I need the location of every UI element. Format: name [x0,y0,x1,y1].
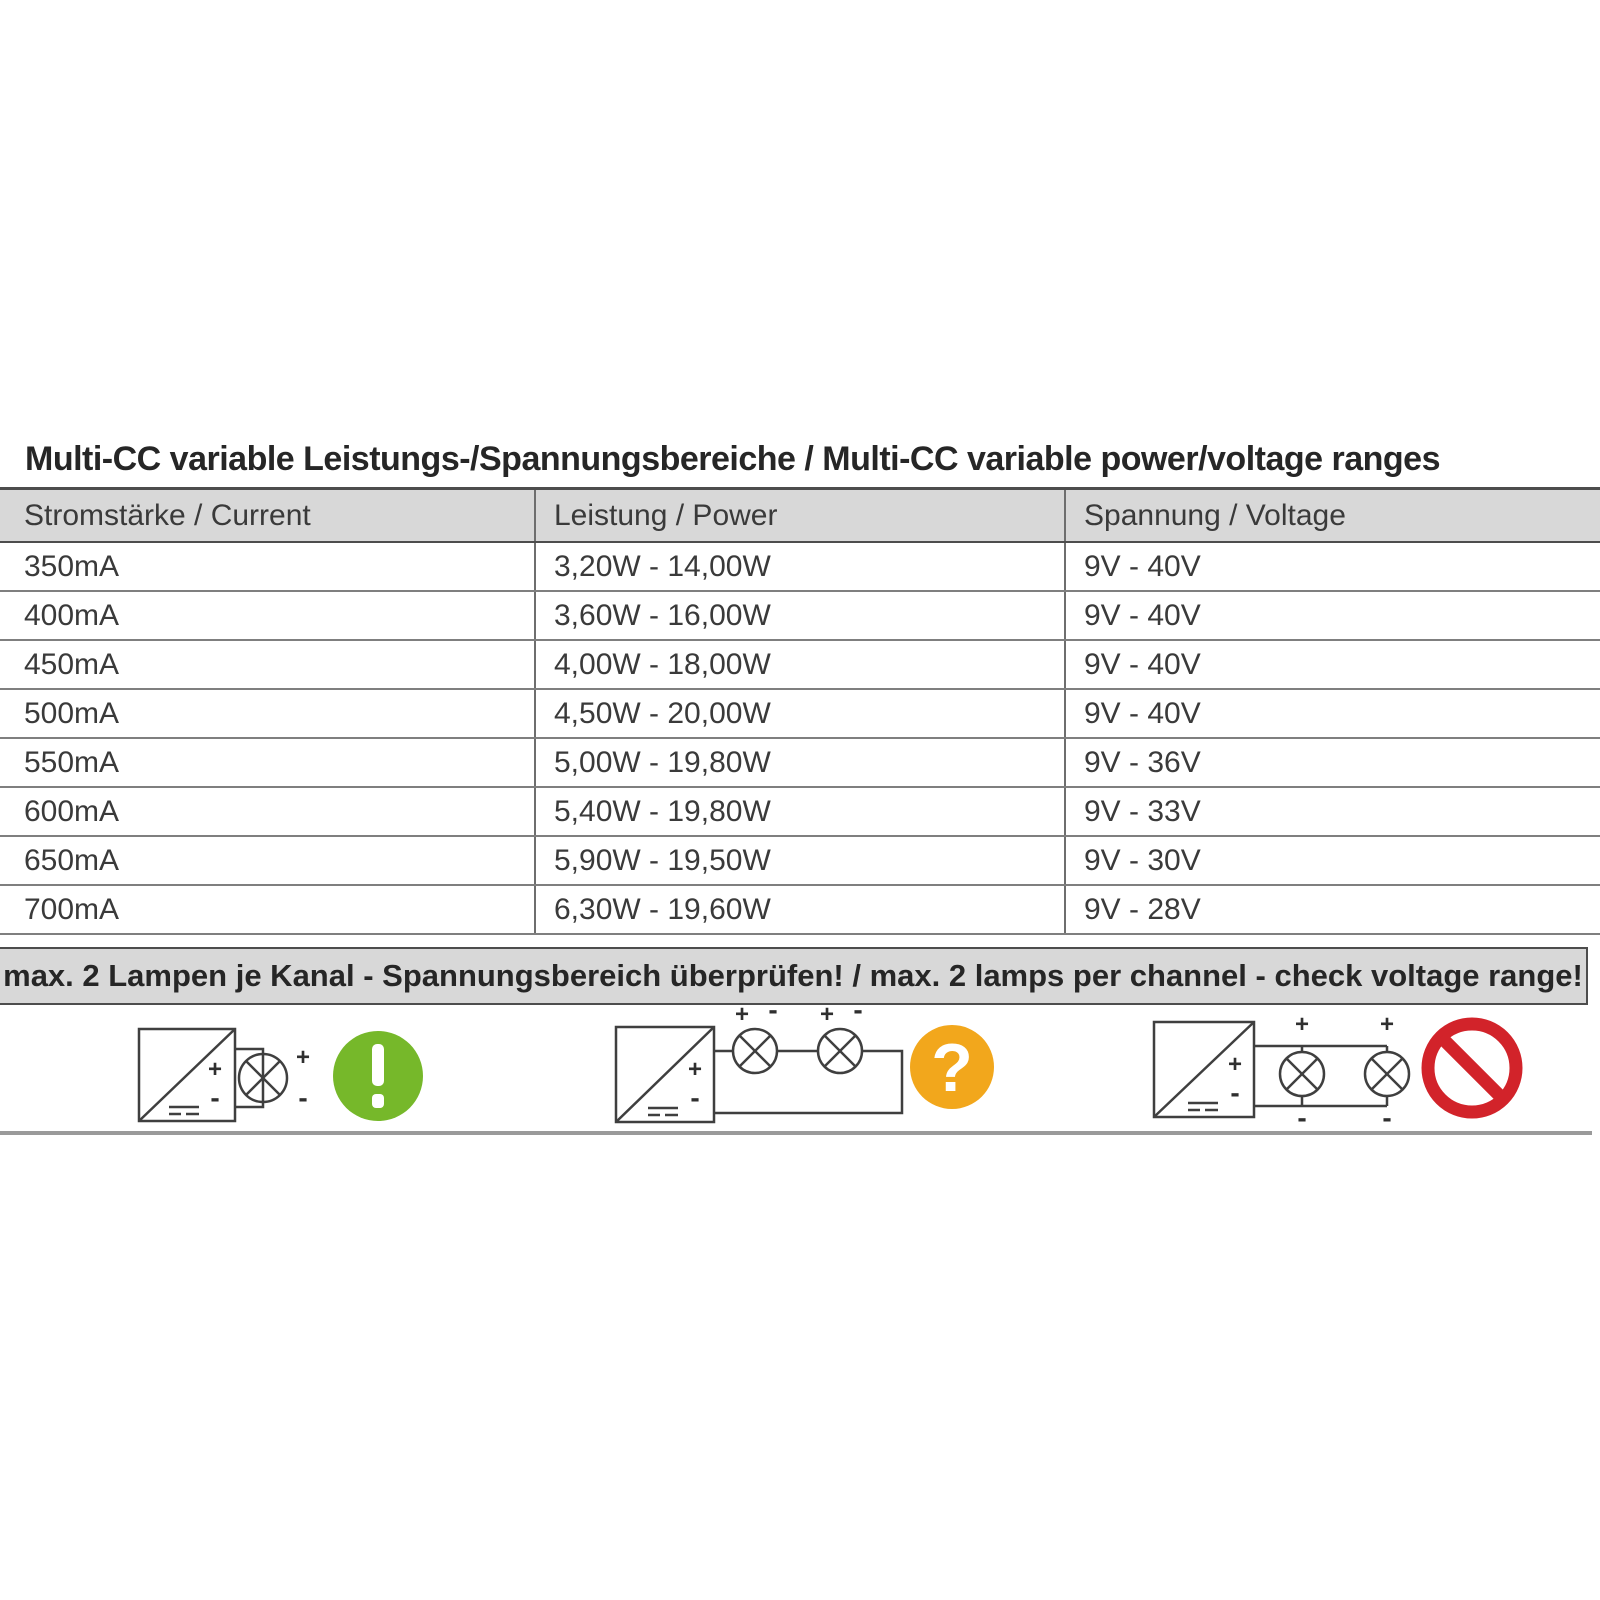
lamp2-plus-label: + [819,1005,835,1028]
power-supply-icon [616,1027,714,1122]
voltage-cell: 9V - 33V [1065,787,1600,836]
lamp1-plus-label: + [1294,1011,1310,1038]
power-cell: 6,30W - 19,60W [535,885,1065,934]
current-cell: 450mA [0,640,535,689]
dc-symbol-icon [1188,1103,1218,1110]
lamp2-minus-label: - [853,1005,863,1025]
table-row [0,787,1600,836]
return-wire [714,1051,902,1113]
voltage-cell: 9V - 36V [1065,738,1600,787]
lamp-minus-label: - [298,1082,308,1113]
lamp-icon [818,1029,862,1073]
power-cell: 5,40W - 19,80W [535,787,1065,836]
current-cell: 650mA [0,836,535,885]
diagram-two-lamps-parallel [1150,1002,1530,1130]
current-cell: 500mA [0,689,535,738]
power-cell: 5,90W - 19,50W [535,836,1065,885]
dc-symbol-icon [648,1108,678,1115]
diagram-one-lamp [135,1015,435,1130]
lamp-icon [733,1029,777,1073]
table-row [0,689,1600,738]
power-voltage-table [0,487,1600,935]
table-row [0,885,1600,934]
diagram-two-lamps-series [612,1005,1002,1127]
power-cell: 4,50W - 20,00W [535,689,1065,738]
lamp-icon [1365,1052,1409,1096]
warning-banner: max. 2 Lampen je Kanal - Spannungsbereich überprüfen! / max. 2 lamps per channel - check voltage range! [0,947,1588,1005]
supply-plus-label: + [1227,1051,1243,1078]
voltage-cell: 9V - 40V [1065,689,1600,738]
voltage-cell: 9V - 40V [1065,591,1600,640]
supply-plus-label: + [687,1056,703,1083]
bottom-divider [0,1131,1592,1135]
lamp2-minus-label: - [1382,1102,1392,1130]
power-supply-icon [1154,1022,1254,1117]
exclamation-circle-icon [333,1031,423,1121]
page-title: Multi-CC variable Leistungs-/Spannungsbereiche / Multi-CC variable power/voltage ranges [25,440,1440,478]
lamp-plus-label: + [295,1044,311,1071]
current-cell: 550mA [0,738,535,787]
col-header-current: Stromstärke / Current [0,489,535,543]
lamp1-minus-label: - [1297,1102,1307,1130]
lamp2-plus-label: + [1379,1011,1395,1038]
dc-symbol-icon [169,1107,199,1114]
table-row [0,640,1600,689]
voltage-cell: 9V - 30V [1065,836,1600,885]
table-row [0,738,1600,787]
table-row [0,591,1600,640]
svg-text:?: ? [931,1030,973,1106]
supply-minus-label: - [1230,1077,1240,1108]
power-cell: 3,20W - 14,00W [535,542,1065,591]
lamp-icon [1280,1052,1324,1096]
power-cell: 3,60W - 16,00W [535,591,1065,640]
supply-minus-label: - [210,1082,220,1113]
table-row [0,542,1600,591]
voltage-cell: 9V - 40V [1065,542,1600,591]
current-cell: 600mA [0,787,535,836]
power-supply-icon [139,1029,235,1121]
power-cell: 5,00W - 19,80W [535,738,1065,787]
col-header-voltage: Spannung / Voltage [1065,489,1600,543]
supply-minus-label: - [690,1082,700,1113]
prohibition-icon [1428,1024,1516,1112]
power-cell: 4,00W - 18,00W [535,640,1065,689]
voltage-cell: 9V - 40V [1065,640,1600,689]
current-cell: 700mA [0,885,535,934]
table-row [0,836,1600,885]
lamp1-minus-label: - [768,1005,778,1025]
table-header-row [0,489,1600,543]
current-cell: 400mA [0,591,535,640]
supply-plus-label: + [207,1056,223,1083]
col-header-power: Leistung / Power [535,489,1065,543]
current-cell: 350mA [0,542,535,591]
wiring-diagrams [0,1007,1600,1131]
lamp1-plus-label: + [734,1005,750,1028]
question-circle-icon [910,1025,994,1109]
voltage-cell: 9V - 28V [1065,885,1600,934]
